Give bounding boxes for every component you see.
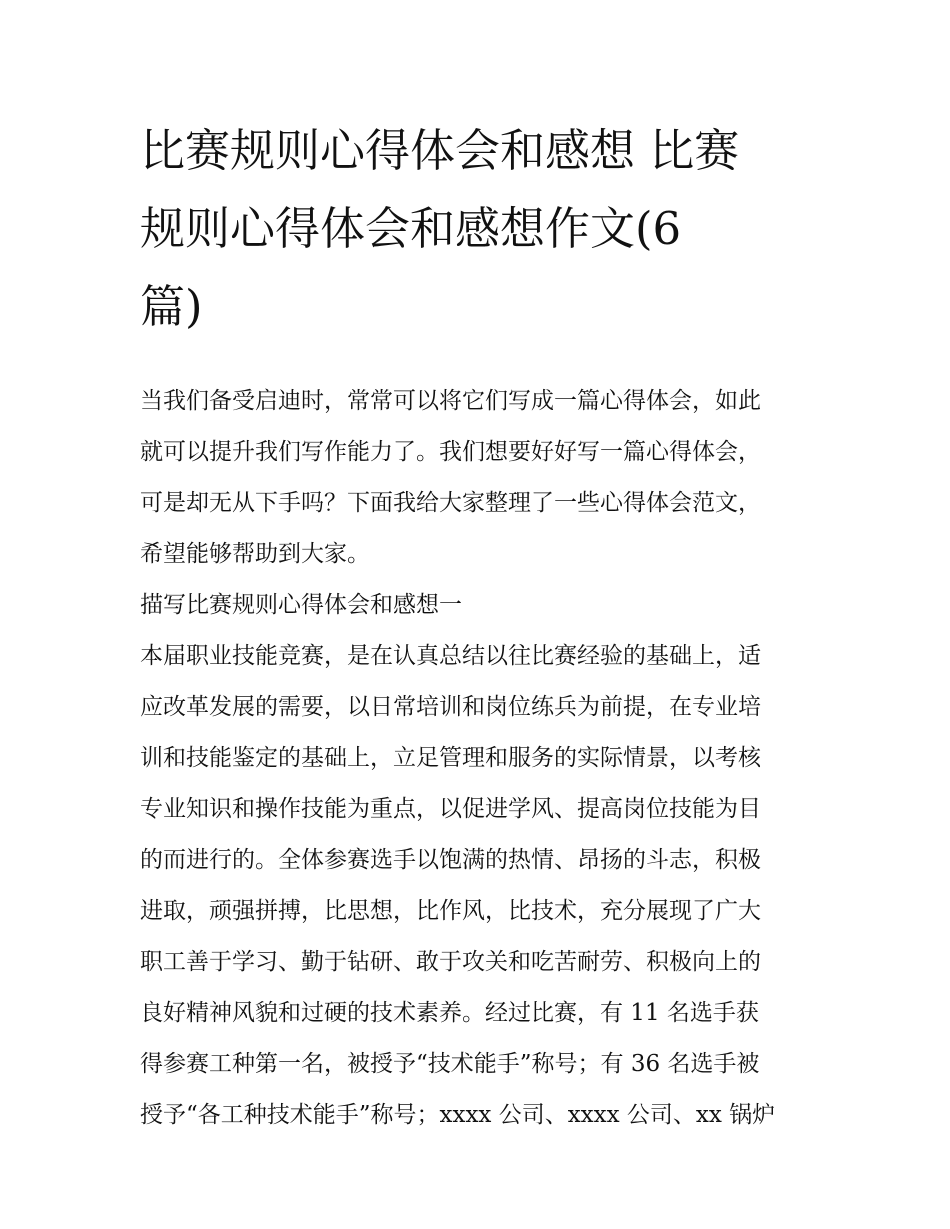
section-line: 的而进行的。全体参赛选手以饱满的热情、昂扬的斗志，积极 bbox=[140, 847, 761, 873]
section-line: 本届职业技能竞赛，是在认真总结以往比赛经验的基础上，适 bbox=[140, 643, 761, 669]
section-line: 职工善于学习、勤于钻研、敢于攻关和吃苦耐劳、积极向上的 bbox=[140, 949, 761, 975]
section-heading: 描写比赛规则心得体会和感想一 bbox=[140, 592, 462, 618]
title-line: 篇) bbox=[140, 280, 203, 333]
section-line: 训和技能鉴定的基础上，立足管理和服务的实际情景，以考核 bbox=[140, 745, 761, 771]
section-line: 进取，顽强拼搏，比思想，比作风，比技术，充分展现了广大 bbox=[140, 898, 761, 924]
section-line: 应改革发展的需要，以日常培训和岗位练兵为前提，在专业培 bbox=[140, 694, 761, 720]
intro-paragraph bbox=[140, 376, 815, 580]
intro-line: 当我们备受启迪时，常常可以将它们写成一篇心得体会，如此 bbox=[140, 388, 761, 414]
document-content bbox=[140, 112, 815, 1141]
section-paragraph bbox=[140, 631, 815, 1141]
document-body bbox=[140, 376, 815, 1141]
section-line: 得参赛工种第一名，被授予“技术能手”称号；有 36 名选手被 bbox=[140, 1051, 760, 1077]
section-line: 良好精神风貌和过硬的技术素养。经过比赛，有 11 名选手获 bbox=[140, 1000, 759, 1026]
title-line: 比赛规则心得体会和感想 比赛 bbox=[140, 124, 740, 177]
section-line: 专业知识和操作技能为重点，以促进学风、提高岗位技能为目 bbox=[140, 796, 761, 822]
intro-line: 就可以提升我们写作能力了。我们想要好好写一篇心得体会， bbox=[140, 439, 761, 465]
intro-line: 可是却无从下手吗？下面我给大家整理了一些心得体会范文， bbox=[140, 490, 761, 516]
intro-line: 希望能够帮助到大家。 bbox=[140, 541, 370, 567]
document-title bbox=[140, 112, 815, 346]
title-line: 规则心得体会和感想作文(6 bbox=[140, 202, 682, 255]
section-line: 授予“各工种技术能手”称号；xxxx 公司、xxxx 公司、xx 锅炉 bbox=[140, 1102, 776, 1128]
